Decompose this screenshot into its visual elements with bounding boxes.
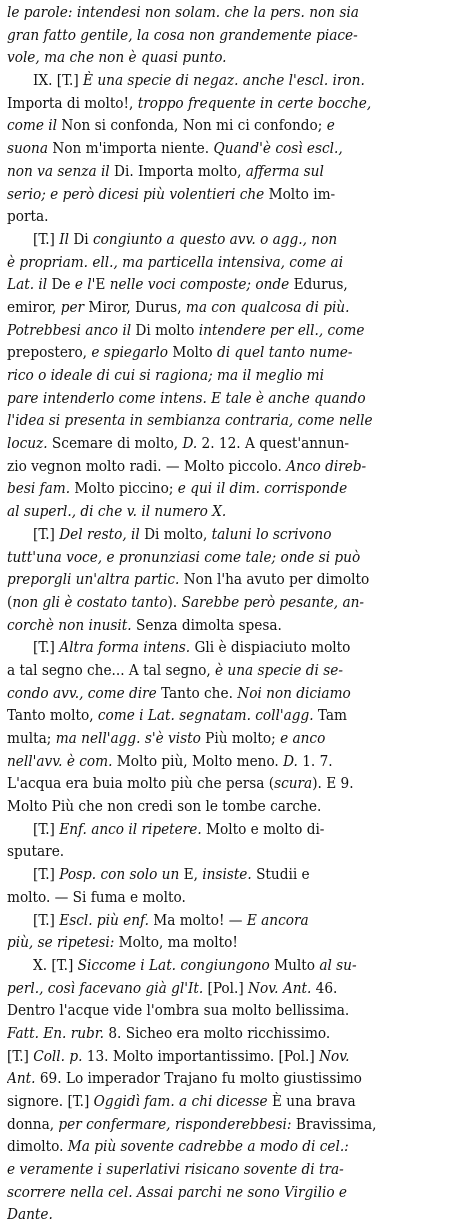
text-line: condo avv., come dire Tanto che. Noi non diciamo [7,683,351,702]
text-line: perl., così facevano già gl'It. [Pol.] Nov. Ant. 46. [7,978,338,997]
text-line: (non gli è costato tanto). Sarebbe però pesante, an- [7,592,365,611]
text-line: corchè non inusit. Senza dimolta spesa. [7,615,282,634]
text-line: [T.] Coll. p. 13. Molto importantissimo. [Pol.] Nov. [7,1046,350,1065]
text-line: suona Non m'importa niente. Quand'è così escl., [7,139,343,158]
text-line: molto. — Si fuma e molto. [7,887,186,906]
text-line: più, se ripetesi: Molto, ma molto! [7,933,238,952]
text-line: porta. [7,207,49,226]
text-line: [T.] Posp. con solo un E, insiste. Studii e [33,865,310,884]
text-line: serio; e però dicesi più volentieri che Molto im- [7,184,336,203]
text-line: [T.] Il Di congiunto a questo avv. o agg., non [33,229,338,248]
text-line: pare intenderlo come intens. E tale è anche quando [7,388,366,407]
text-line: gran fatto gentile, la cosa non grandemente piace- [7,25,358,44]
text-line: è propriam. ell., ma particella intensiva, come ai [7,252,344,271]
text-line: Tanto molto, come i Lat. segnatam. coll'agg. Tam [7,706,347,725]
text-line: Ant. 69. Lo imperador Trajano fu molto giustissimo [7,1069,362,1088]
text-line: l'idea si presenta in sembianza contraria, come nelle [7,411,373,430]
text-line: locuz. Scemare di molto, D. 2. 12. A quest'annun- [7,434,350,453]
text-line: sputare. [7,842,65,861]
text-line: tutt'una voce, e pronunziasi come tale; onde si può [7,547,361,566]
text-line: al superl., di che v. il numero X. [7,502,227,521]
text-line: come il Non si confonda, Non mi ci confondo; e [7,116,335,135]
text-line: [T.] Enf. anco il ripetere. Molto e molto di- [33,819,325,838]
text-line: dimolto. Ma più sovente cadrebbe a modo di cel.: [7,1137,349,1156]
text-line: vole, ma che non è quasi punto. [7,48,227,67]
text-line: Dentro l'acque vide l'ombra sua molto bellissima. [7,1001,350,1020]
text-line: X. [T.] Siccome i Lat. congiungono Multo al su- [33,955,357,974]
text-line: multa; ma nell'agg. s'è visto Più molto; e anco [7,729,326,747]
text-line: a tal segno che... A tal segno, è una specie di se- [7,660,343,679]
text-line: scorrere nella cel. Assai parchi ne sono Virgilio e [7,1182,348,1201]
text-line: e veramente i superlativi risicano sovente di tra- [7,1160,344,1179]
text-line: Lat. il De e l'E nelle voci composte; onde Edurus, [7,275,348,294]
text-line: donna, per confermare, risponderebbesi: Bravissima, [7,1114,377,1133]
text-line: zio vegnon molto radi. — Molto piccolo. Anco direb- [7,456,367,475]
text-line: Dante. [7,1205,53,1224]
text-line: Molto Più che non credi son le tombe carche. [7,797,322,816]
text-line: Fatt. En. rubr. 8. Sicheo era molto ricchissimo. [7,1023,331,1042]
text-line: preporgli un'altra partic. Non l'ha avuto per dimolto [7,570,370,589]
text-line: prepostero, e spiegarlo Molto di quel tanto nume- [7,343,353,362]
text-line: IX. [T.] È una specie di negaz. anche l'escl. iron. [33,71,365,90]
text-line: Importa di molto!, troppo frequente in certe bocche, [7,93,372,112]
text-line: L'acqua era buia molto più che persa (scura). E 9. [7,774,354,793]
text-line: [T.] Del resto, il Di molto, taluni lo scrivono [33,524,332,543]
text-line: [T.] Altra forma intens. Gli è dispiaciuto molto [33,638,351,657]
text-line: signore. [T.] Oggidì fam. a chi dicesse È una brava [7,1092,356,1110]
text-line: nell'avv. è com. Molto più, Molto meno. D. 1. 7. [7,751,333,770]
text-line: [T.] Escl. più enf. Ma molto! — E ancora [33,910,309,929]
text-line: non va senza il Di. Importa molto, afferma sul [7,161,324,180]
text-line: besi fam. Molto piccino; e qui il dim. corrisponde [7,479,348,498]
text-line: rico o ideale di cui si ragiona; ma il meglio mi [7,366,324,384]
text-line: le parole: intendesi non solam. che la pers. non sia [7,3,359,21]
text-line: emiror, per Miror, Durus, ma con qualcosa di più. [7,297,350,316]
text-line: Potrebbesi anco il Di molto intendere per ell., come [7,320,365,339]
